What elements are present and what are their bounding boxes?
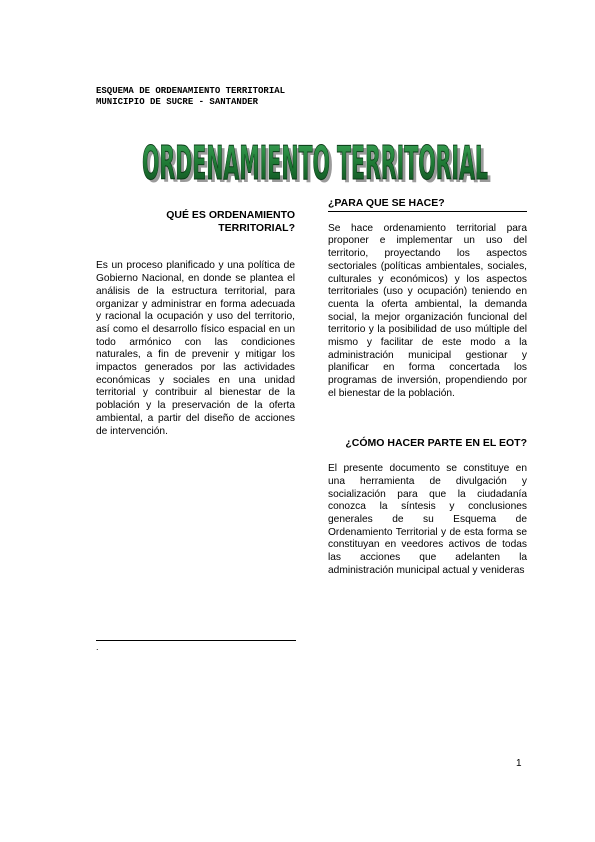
running-header xyxy=(96,86,285,108)
banner-title: ORDENAMIENTO TERRITORIAL xyxy=(142,138,488,190)
left-heading xyxy=(135,207,295,234)
right-column xyxy=(328,197,527,578)
wordart-banner xyxy=(138,138,494,190)
section1-body: Se hace ordenamiento territorial para proponer e implementar un uso del territorio, proyectando los aspectos sectoriales (políticas ambientales, sociales, culturales y económicos) y los aspectos territoriales (uso y ocupación) teniendo en cuenta la oferta ambiental, la demanda social, la mejor organización funcional del territorio y la posibilidad de uso múltiple del mismo y facilitar de este modo a la administración municipal gestionar y planificar en forma concertada los programas de inversión, propendiendo por el bienestar de la población. xyxy=(328,222,527,399)
left-heading-line-2: TERRITORIAL? xyxy=(218,221,295,234)
header-line-1: ESQUEMA DE ORDENAMIENTO TERRITORIAL xyxy=(96,86,286,96)
footnote-mark: . xyxy=(96,642,99,652)
left-heading-line-1: QUÉ ES ORDENAMIENTO xyxy=(166,209,295,221)
section1-heading: ¿PARA QUE SE HACE? xyxy=(328,197,527,212)
page-number: 1 xyxy=(516,758,522,769)
left-body: Es un proceso planificado y una política de Gobierno Nacional, en donde se plantea el análisis de la estructura territorial, para organizar y administrar en forma adecuada y racional la ocupación y uso del territorio, así como el desarrollo físico espacial en un todo armónico con las condiciones naturales, a fin de prevenir y mitigar los impactos generados por las actividades económicas y sociales en una unidad territorial y contribuir al bienestar de la población y la preservación de la oferta ambiental, a partir del diseño de acciones de intervención. xyxy=(96,260,295,437)
left-column xyxy=(96,207,295,438)
footnote-separator xyxy=(96,640,296,641)
section2-body: El presente documento se constituye en una herramienta de divulgación y socialización para que la ciudadanía conozca la síntesis y conclusiones generales de su Esquema de Ordenamiento Territorial y de esta forma se constituyan en veedores activos de todas las acciones que adelanten la administración municipal actual y venideras xyxy=(328,463,527,576)
section2-heading: ¿CÓMO HACER PARTE EN EL EOT? xyxy=(345,436,527,449)
banner-title-shadow: ORDENAMIENTO TERRITORIAL xyxy=(145,139,491,190)
header-line-2: MUNICIPIO DE SUCRE - SANTANDER xyxy=(96,97,259,107)
